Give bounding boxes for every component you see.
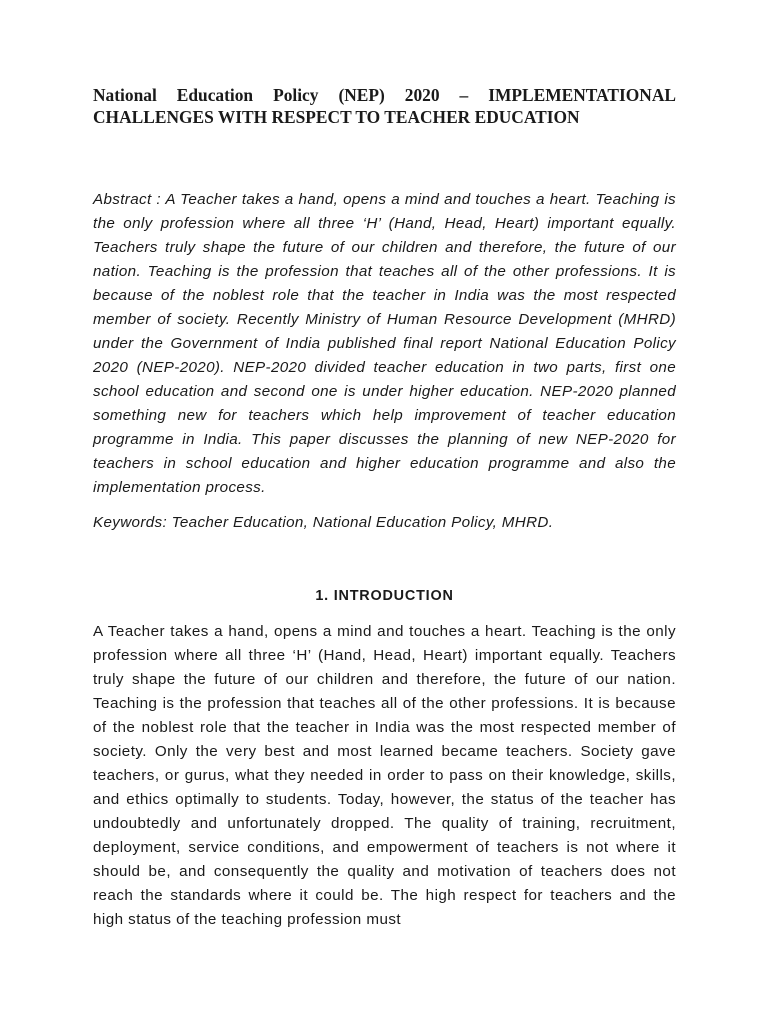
- paper-title: National Education Policy (NEP) 2020 – IMPLEMENTATIONAL CHALLENGES WITH RESPECT TO TEACHER EDUCATION: [93, 85, 676, 127]
- introduction-paragraph: A Teacher takes a hand, opens a mind and touches a heart. Teaching is the only profession where all three ‘H’ (Hand, Head, Heart) important equally. Teachers truly shape the future of our children and therefore, the future of our nation. Teaching is the profession that teaches all of the other professions. It is because of the noblest role that the teacher in India was the most respected member of society. Only the very best and most learned became teachers. Society gave teachers, or gurus, what they needed in order to pass on their knowledge, skills, and ethics optimally to students. Today, however, the status of the teacher has undoubtedly and unfortunately dropped. The quality of training, recruitment, deployment, service conditions, and empowerment of teachers is not where it should be, and consequently the quality and motivation of teachers does not reach the standards where it could be. The high respect for teachers and the high status of the teaching profession must: [93, 623, 676, 928]
- abstract-paragraph: Abstract : A Teacher takes a hand, opens a mind and touches a heart. Teaching is the only profession where all three ‘H’ (Hand, Head, Heart) important equally. Teachers truly shape the future of our children and therefore, the future of our nation. Teaching is the profession that teaches all of the other professions. It is because of the noblest role that the teacher in India was the most respected member of society. Recently Ministry of Human Resource Development (MHRD) under the Government of India published final report National Education Policy 2020 (NEP-2020). NEP-2020 divided teacher education in two parts, first one school education and second one is under higher education. NEP-2020 planned something new for teachers which help improvement of teacher education programme in India. This paper discusses the planning of new NEP-2020 for teachers in school education and higher education programme and also the implementation process.: [93, 191, 676, 496]
- keywords-line: Keywords: Teacher Education, National Education Policy, MHRD.: [93, 514, 554, 531]
- section-heading-introduction: 1. INTRODUCTION: [315, 588, 454, 604]
- document-page: [93, 84, 676, 932]
